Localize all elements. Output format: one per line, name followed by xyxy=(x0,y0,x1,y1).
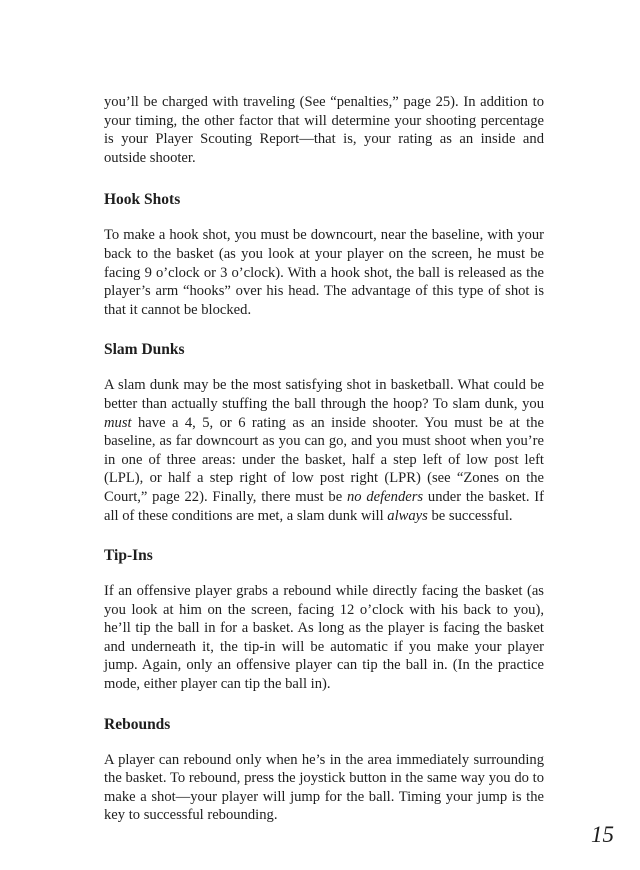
paragraph-hook-shots: To make a hook shot, you must be downcourt, near the baseline, with your back to the basket (as you look at your player on the screen, he must be facing 9 o’clock or 3 o’clock). With a hook shot, the ball is released as the player’s arm “hooks” over his head. The advantage of this type of shot is that it cannot be blocked. xyxy=(104,227,544,318)
section-tip-ins xyxy=(104,547,544,694)
slam-dunks-text-4: be successful. xyxy=(427,507,513,524)
page-content xyxy=(104,93,544,847)
section-hook-shots xyxy=(104,191,544,319)
paragraph-tip-ins: If an offensive player grabs a rebound while directly facing the basket (as you look at him on the screen, facing 12 o’clock with his back to you), he’ll tip the ball in for a basket. As long as the player is facing the basket and underneath it, the tip-in will be automatic if you make your player jump. Again, only an offensive player can tip the ball in. (In the practice mode, either player can tip the ball in). xyxy=(104,583,544,693)
intro-paragraph: you’ll be charged with traveling (See “penalties,” page 25). In addition to your timing, the other factor that will determine your shooting percentage is your Player Scouting Report—that is, your rating as an inside and outside shooter. xyxy=(104,94,544,166)
heading-tip-ins: Tip-Ins xyxy=(104,547,153,565)
slam-dunks-text-3: under the basket. If all of these conditions are met, a slam dunk will xyxy=(104,488,544,524)
paragraph-rebounds: A player can rebound only when he’s in the area immediately surrounding the basket. To rebound, press the joystick button in the same way you do to make a shot—your player will jump for the ball. Timing your jump is the key to successful rebounding. xyxy=(104,751,544,824)
section-rebounds xyxy=(104,716,544,825)
page-number: 15 xyxy=(591,822,614,847)
paragraph-slam-dunks xyxy=(104,376,544,525)
emphasis-always: always xyxy=(387,507,428,524)
slam-dunks-text-2: have a 4, 5, or 6 rating as an inside shooter. You must be at the baseline, as far downcourt as you can go, and you must shoot when you’re in one of three areas: under the basket, half a step left of low post left (LPL), or half a step right of low post right (LPR) (see “Zones on the Court,” page 22). Finally, there must be xyxy=(104,414,544,505)
emphasis-must: must xyxy=(104,414,132,431)
slam-dunks-text-1: A slam dunk may be the most satisfying shot in basketball. What could be better than actually stuffing the ball through the hoop? To slam dunk, you xyxy=(104,377,544,412)
heading-slam-dunks: Slam Dunks xyxy=(104,341,185,359)
emphasis-no-defenders: no defenders xyxy=(346,488,424,505)
heading-rebounds: Rebounds xyxy=(104,715,171,733)
heading-hook-shots: Hook Shots xyxy=(104,191,181,209)
section-slam-dunks xyxy=(104,341,544,525)
